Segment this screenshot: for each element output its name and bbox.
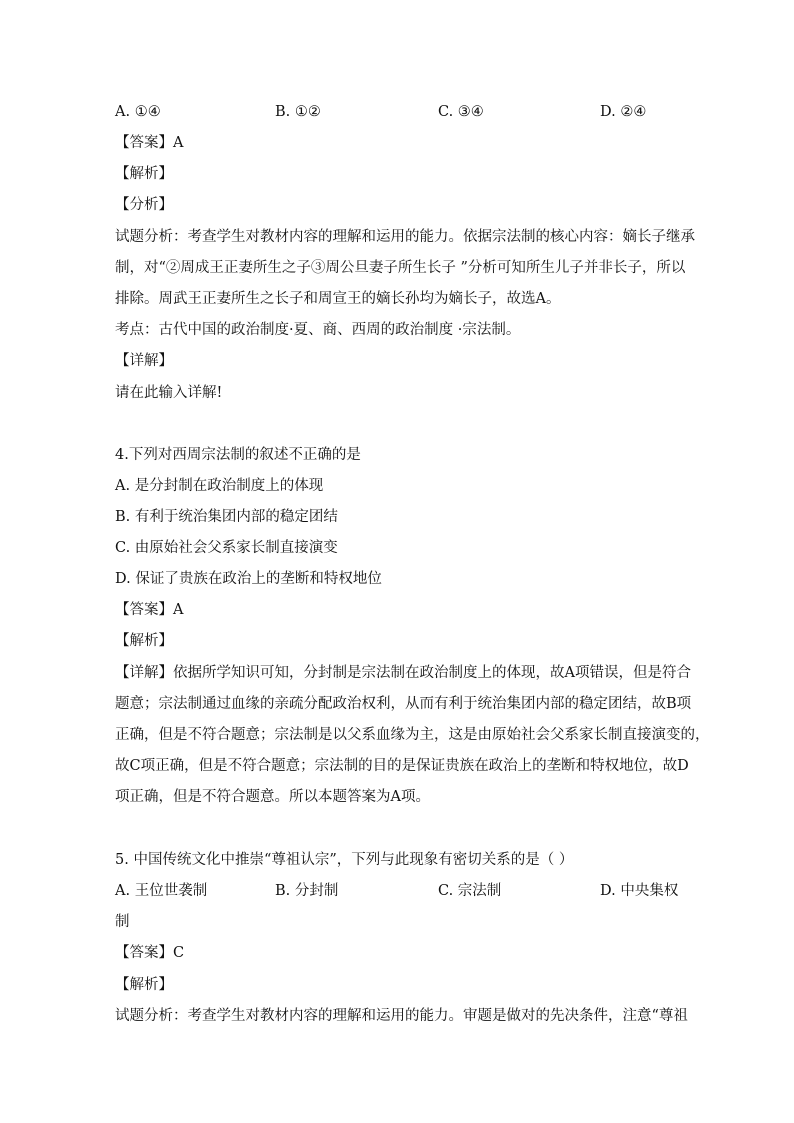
q3-answer: 【答案】A [115, 135, 184, 151]
q3-analysis-line-2: 制，对“②周成王正妻所生之子③周公旦妻子所生长子 ”分析可知所生儿子并非长子，所以 [115, 260, 686, 276]
q4-detail-line-5: 项正确，但是不符合题意。所以本题答案为A项。 [115, 789, 430, 805]
q4-stem: 4.下列对西周宗法制的叙述不正确的是 [115, 447, 361, 463]
q5-stem: 5. 中国传统文化中推崇“尊祖认宗”，下列与此现象有密切关系的是（ ） [115, 852, 574, 868]
q3-option-b: B. ①② [275, 104, 321, 120]
q4-detail-line-2: 题意；宗法制通过血缘的亲疏分配政治权利，从而有利于统治集团内部的稳定团结，故B项 [115, 696, 692, 712]
q5-option-d: D. 中央集权 [600, 883, 679, 899]
q3-xiangjie-heading: 【详解】 [115, 353, 173, 369]
q4-option-a: A. 是分封制在政治制度上的体现 [115, 478, 324, 494]
q5-option-b: B. 分封制 [275, 883, 339, 899]
q3-jiexi-heading: 【解析】 [115, 166, 173, 182]
q4-detail-line-1: 【详解】依据所学知识可知，分封制是宗法制在政治制度上的体现，故A项错误，但是符合 [115, 665, 691, 681]
q5-option-a: A. 王位世袭制 [115, 883, 208, 899]
q4-detail-line-4: 故C项正确，但是不符合题意；宗法制的目的是保证贵族在政治上的垄断和特权地位，故D [115, 758, 689, 774]
q3-analysis-line-3: 排除。周武王正妻所生之长子和周宣王的嫡长孙均为嫡长子，故选A。 [115, 291, 561, 307]
q4-detail-line-3: 正确，但是不符合题意；宗法制是以父系血缘为主，这是由原始社会父系家长制直接演变的， [115, 727, 710, 743]
q3-option-c: C. ③④ [438, 104, 484, 120]
q3-analysis-line-1: 试题分析：考查学生对教材内容的理解和运用的能力。依据宗法制的核心内容：嫡长子继承 [115, 229, 695, 245]
q4-option-c: C. 由原始社会父系家长制直接演变 [115, 540, 338, 556]
q4-answer: 【答案】A [115, 602, 184, 618]
q5-answer: 【答案】C [115, 945, 185, 961]
q3-kaodian: 考点：古代中国的政治制度·夏、商、西周的政治制度 ·宗法制。 [115, 322, 521, 338]
q4-jiexi-heading: 【解析】 [115, 633, 173, 649]
q4-option-d: D. 保证了贵族在政治上的垄断和特权地位 [115, 571, 382, 587]
q4-option-b: B. 有利于统治集团内部的稳定团结 [115, 509, 338, 525]
q5-jiexi-heading: 【解析】 [115, 977, 173, 993]
q5-option-c: C. 宗法制 [438, 883, 502, 899]
q5-option-d-continuation: 制 [115, 914, 130, 930]
q3-fenxi-heading: 【分析】 [115, 197, 173, 213]
q3-option-a: A. ①④ [115, 104, 161, 120]
q3-detail-placeholder: 请在此输入详解! [115, 385, 223, 401]
q3-option-d: D. ②④ [600, 104, 647, 120]
q5-analysis-line-1: 试题分析：考查学生对教材内容的理解和运用的能力。审题是做对的先决条件，注意“尊祖 [115, 1008, 688, 1024]
